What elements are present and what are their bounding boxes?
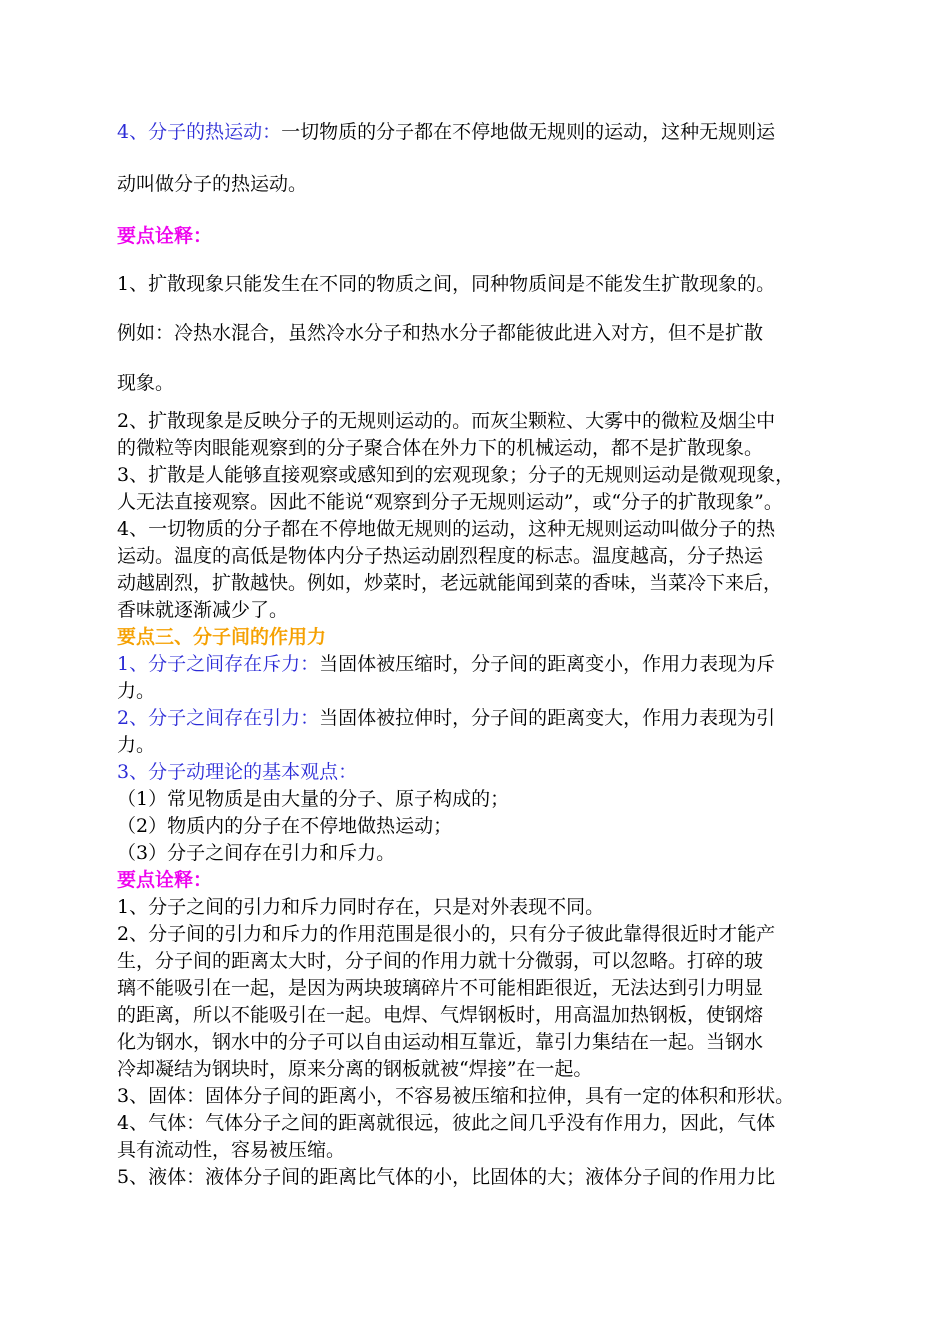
notes1-line: 3、扩散是人能够直接观察或感知到的宏观现象；分子的无规则运动是微观现象， — [117, 464, 795, 486]
notes2-line: 4、气体：气体分子之间的距离就很远，彼此之间几乎没有作用力，因此，气体 — [117, 1112, 776, 1134]
sec3-heading: 要点三、分子间的作用力 — [117, 626, 327, 648]
sec3-item1-line-2: 力。 — [117, 680, 156, 702]
notes1-line: 运动。温度的高低是物体内分子热运动剧烈程度的标志。温度越高，分子热运 — [117, 545, 764, 567]
sec3-item3-point: （1）常见物质是由大量的分子、原子构成的； — [117, 788, 510, 810]
sec3-item2-def-1: 当固体被拉伸时，分子间的距离变大，作用力表现为引 — [319, 707, 776, 729]
notes2-line: 3、固体：固体分子间的距离小，不容易被压缩和拉伸，具有一定的体积和形状。 — [117, 1085, 795, 1107]
notes2-line: 生，分子间的距离太大时，分子间的作用力就十分微弱，可以忽略。打碎的玻 — [117, 950, 764, 972]
sec3-item2-term: 2、分子之间存在引力： — [117, 707, 320, 729]
notes1-line: 现象。 — [117, 372, 175, 394]
notes2-line: 5、液体：液体分子间的距离比气体的小，比固体的大；液体分子间的作用力比 — [117, 1166, 776, 1188]
sec3-item2-line-1 — [117, 706, 775, 730]
sec4-def-1: 一切物质的分子都在不停地做无规则的运动，这种无规则运 — [281, 121, 776, 143]
sec3-item1-term: 1、分子之间存在斥力： — [117, 653, 320, 675]
notes1-line: 1、扩散现象只能发生在不同的物质之间，同种物质间是不能发生扩散现象的。 — [117, 273, 776, 295]
sec3-item3-point: （2）物质内的分子在不停地做热运动； — [117, 815, 453, 837]
sec4-term: 4、分子的热运动： — [117, 121, 282, 143]
sec3-item2-line-2: 力。 — [117, 734, 156, 756]
notes1-line: 4、一切物质的分子都在不停地做无规则的运动，这种无规则运动叫做分子的热 — [117, 518, 776, 540]
notes1-line: 2、扩散现象是反映分子的无规则运动的。而灰尘颗粒、大雾中的微粒及烟尘中 — [117, 410, 776, 432]
sec3-item1-def-1: 当固体被压缩时，分子间的距离变小，作用力表现为斥 — [319, 653, 776, 675]
notes1-line: 的微粒等肉眼能观察到的分子聚合体在外力下的机械运动，都不是扩散现象。 — [117, 437, 764, 459]
sec3-item3-point: （3）分子之间存在引力和斥力。 — [117, 842, 396, 864]
notes2-line: 璃不能吸引在一起，是因为两块玻璃碎片不可能相距很近，无法达到引力明显 — [117, 977, 764, 999]
notes1-line: 人无法直接观察。因此不能说“观察到分子无规则运动”，或“分子的扩散现象”。 — [117, 491, 783, 513]
notes2-heading: 要点诠释： — [117, 869, 213, 891]
notes2-line: 的距离，所以不能吸引在一起。电焊、气焊钢板时，用高温加热钢板，使钢熔 — [117, 1004, 764, 1026]
notes2-line: 冷却凝结为钢块时，原来分离的钢板就被“焊接”在一起。 — [117, 1058, 593, 1080]
sec4-line-1 — [117, 120, 775, 144]
sec4-line-2: 动叫做分子的热运动。 — [117, 173, 308, 195]
sec3-item3-term: 3、分子动理论的基本观点： — [117, 761, 358, 783]
notes2-line: 化为钢水，钢水中的分子可以自由运动相互靠近，靠引力集结在一起。当钢水 — [117, 1031, 764, 1053]
sec3-item1-line-1 — [117, 652, 775, 676]
notes1-line: 香味就逐渐减少了。 — [117, 599, 289, 621]
notes1-line: 动越剧烈，扩散越快。例如，炒菜时，老远就能闻到菜的香味，当菜冷下来后， — [117, 572, 783, 594]
notes1-line: 例如：冷热水混合，虽然冷水分子和热水分子都能彼此进入对方，但不是扩散 — [117, 322, 764, 344]
notes1-heading: 要点诠释： — [117, 225, 213, 247]
notes2-line: 具有流动性，容易被压缩。 — [117, 1139, 346, 1161]
notes2-line: 2、分子间的引力和斥力的作用范围是很小的，只有分子彼此靠得很近时才能产 — [117, 923, 776, 945]
notes2-line: 1、分子之间的引力和斥力同时存在，只是对外表现不同。 — [117, 896, 605, 918]
